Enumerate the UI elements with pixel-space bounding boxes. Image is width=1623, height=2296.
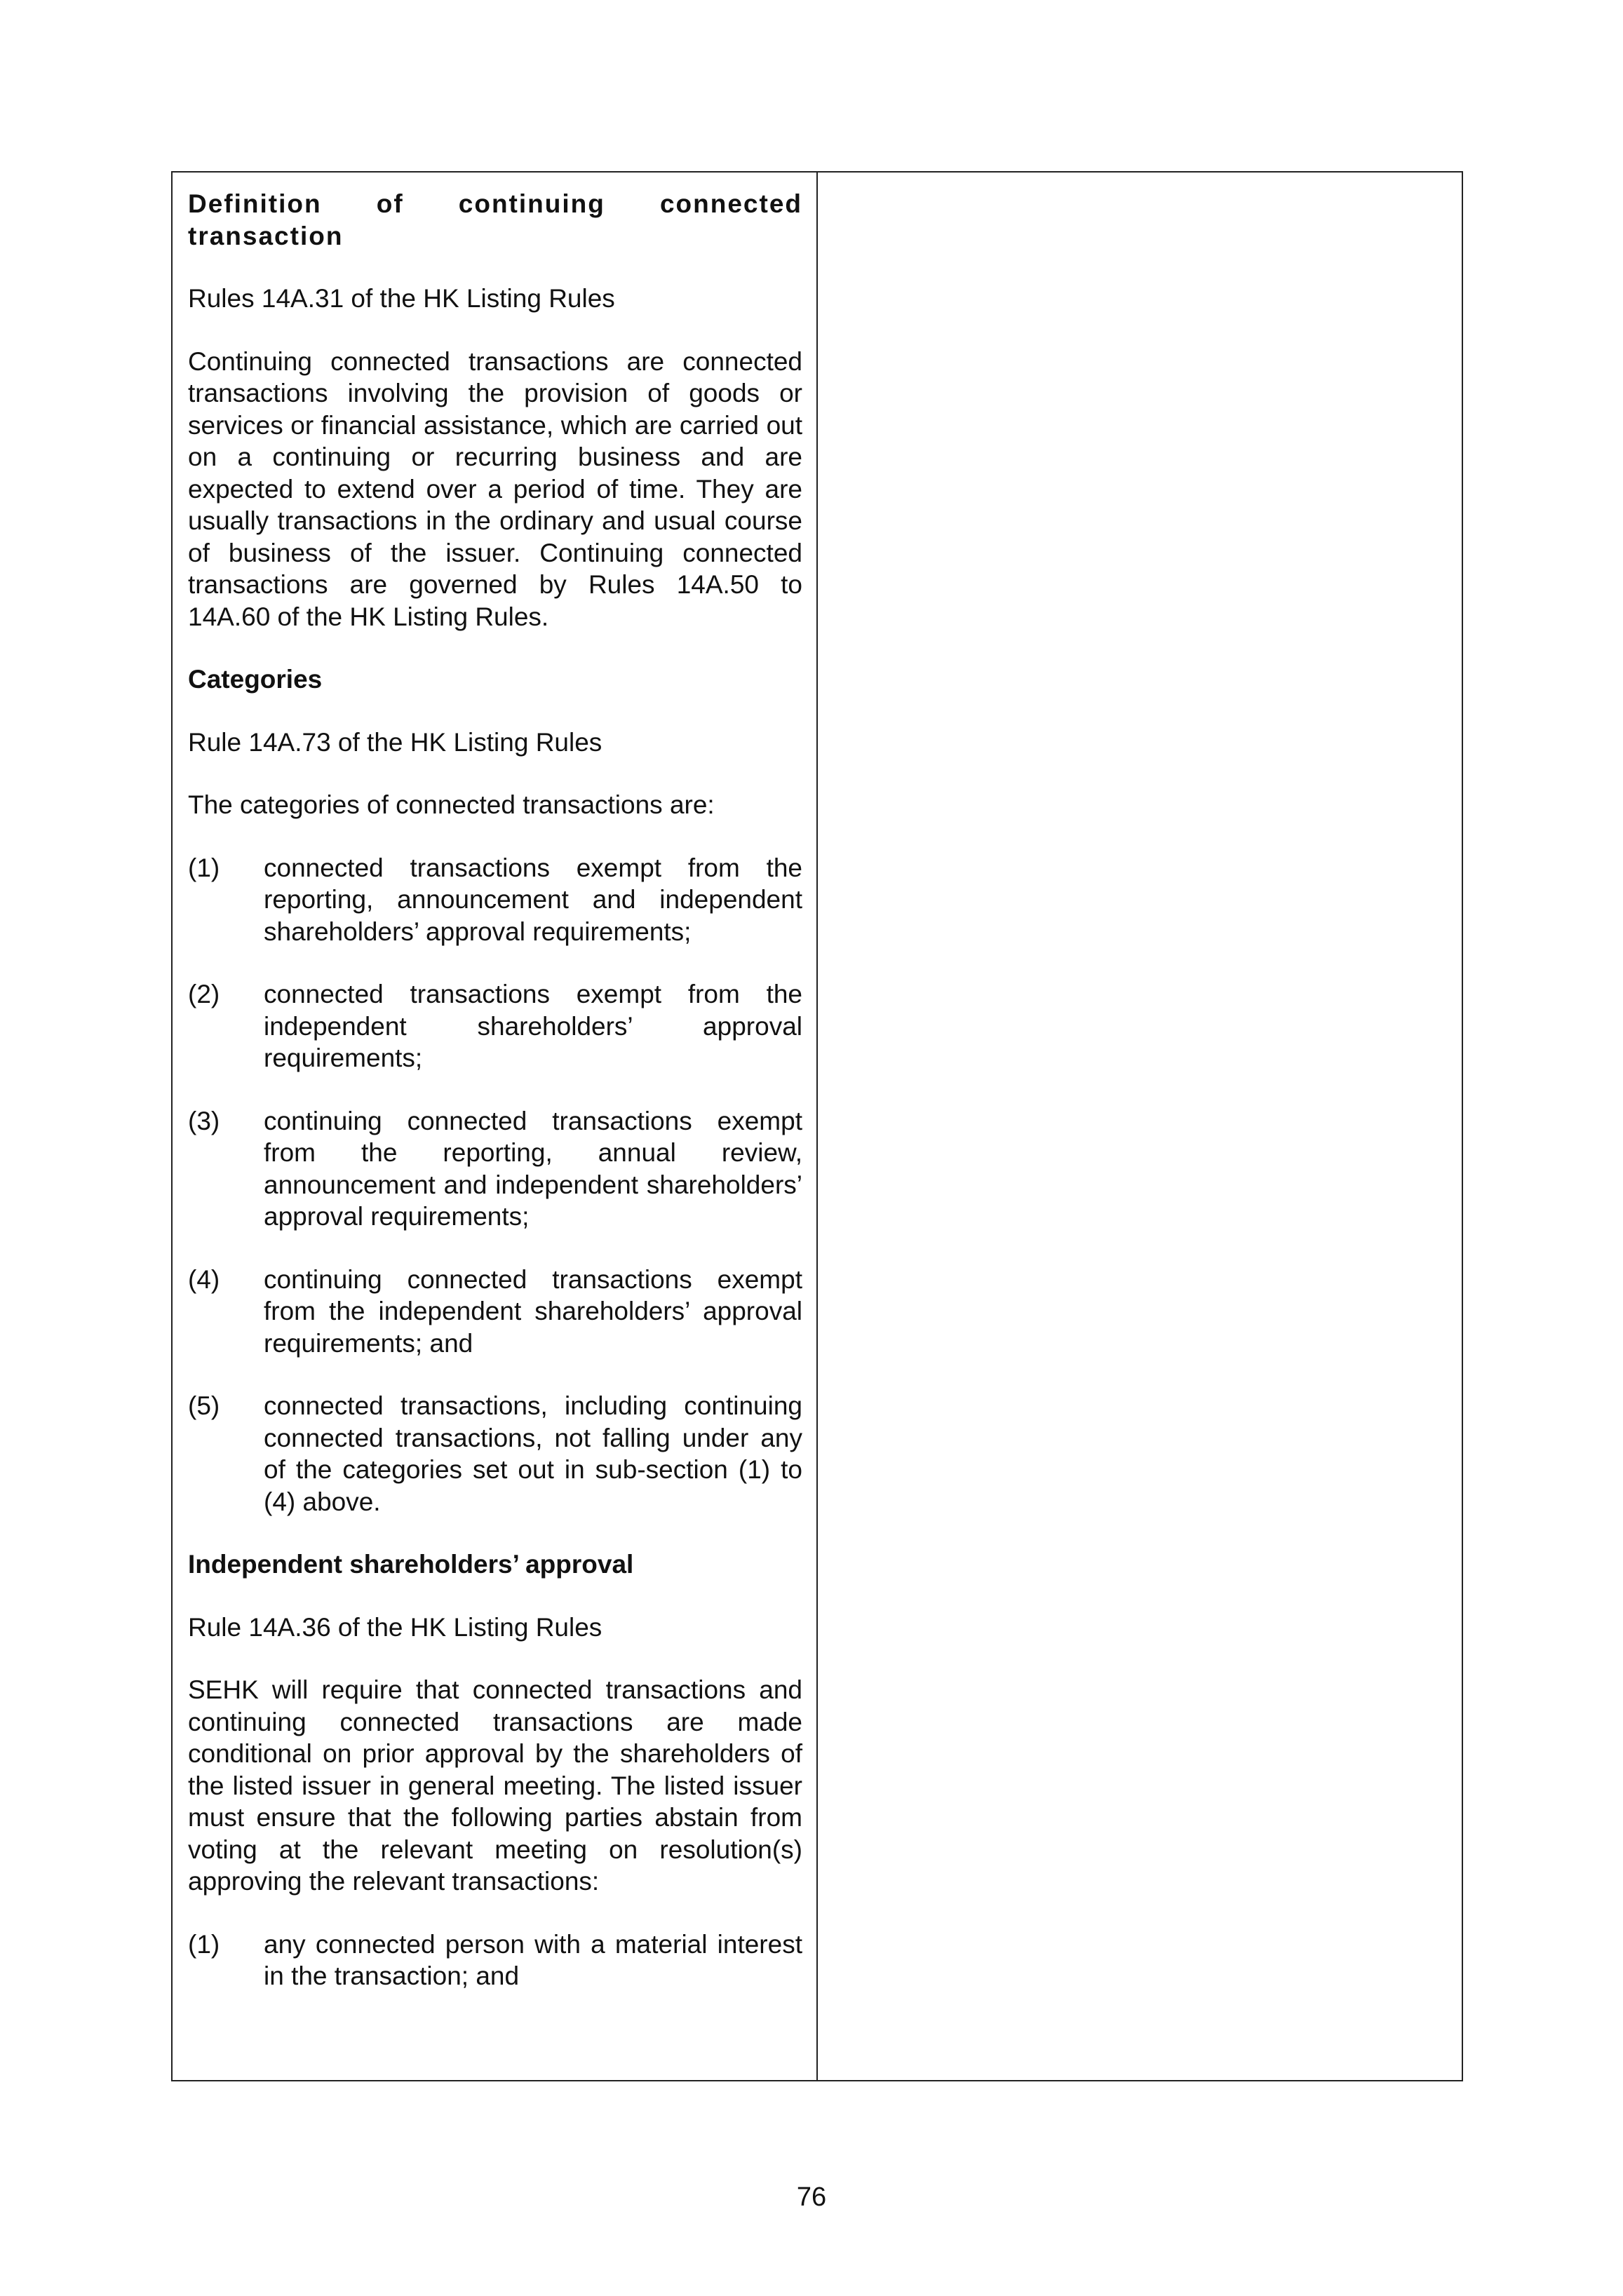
categories-rule-reference: Rule 14A.73 of the HK Listing Rules (188, 727, 602, 757)
category-number: (1) (188, 853, 220, 882)
approval-paragraph: SEHK will require that connected transactions and continuing connected transactions are made conditional on prior approval by the shareholders of the listed issuer in general meeting. The listed issuer must ensure that the following parties abstain from voting at the relevant meeting on resolution(s) approving the relevant transactions: (188, 1675, 802, 1896)
definition-paragraph: Continuing connected transactions are connected transactions involving the provision of goods or services or financial assistance, which are carried out on a continuing or recurring business and are expected to extend over a period of time. They are usually transactions in the ordinary and usual course of business of the issuer. Continuing connected transactions are governed by Rules 14A.50 to 14A.60 of the HK Listing Rules. (188, 346, 802, 631)
category-item (188, 1264, 802, 1360)
category-number: (5) (188, 1391, 220, 1420)
category-text: continuing connected transactions exempt from the independent shareholders’ approval requirements; and (264, 1264, 802, 1358)
category-text: continuing connected transactions exempt from the reporting, annual review, announcement and independent shareholders’ approval requirements; (264, 1106, 802, 1231)
category-item (188, 1390, 802, 1518)
category-item (188, 978, 802, 1074)
comparison-table (171, 171, 1463, 2081)
abstain-party-item (188, 1929, 802, 1992)
categories-heading: Categories (188, 665, 323, 694)
page-number: 76 (796, 2182, 827, 2212)
left-column (173, 173, 818, 2080)
section-title: Definition of continuing connected transaction (188, 189, 802, 250)
category-number: (3) (188, 1106, 220, 1135)
category-number: (2) (188, 980, 220, 1008)
category-text: connected transactions, including continuing connected transactions, not falling under any of the categories set out in sub-section (1) to (4) above. (264, 1391, 802, 1516)
category-item (188, 852, 802, 948)
category-item (188, 1105, 802, 1233)
category-text: connected transactions exempt from the independent shareholders’ approval requirements; (264, 980, 802, 1072)
abstain-party-number: (1) (188, 1929, 220, 1959)
right-column (818, 173, 1462, 2080)
categories-intro: The categories of connected transactions are: (188, 790, 715, 819)
approval-heading: Independent shareholders’ approval (188, 1550, 634, 1579)
category-text: connected transactions exempt from the reporting, announcement and independent shareholders’ approval requirements; (264, 853, 802, 946)
approval-rule-reference: Rule 14A.36 of the HK Listing Rules (188, 1612, 602, 1642)
rule-reference: Rules 14A.31 of the HK Listing Rules (188, 284, 615, 313)
category-number: (4) (188, 1264, 220, 1294)
abstain-party-text: any connected person with a material interest in the transaction; and (264, 1929, 802, 1990)
